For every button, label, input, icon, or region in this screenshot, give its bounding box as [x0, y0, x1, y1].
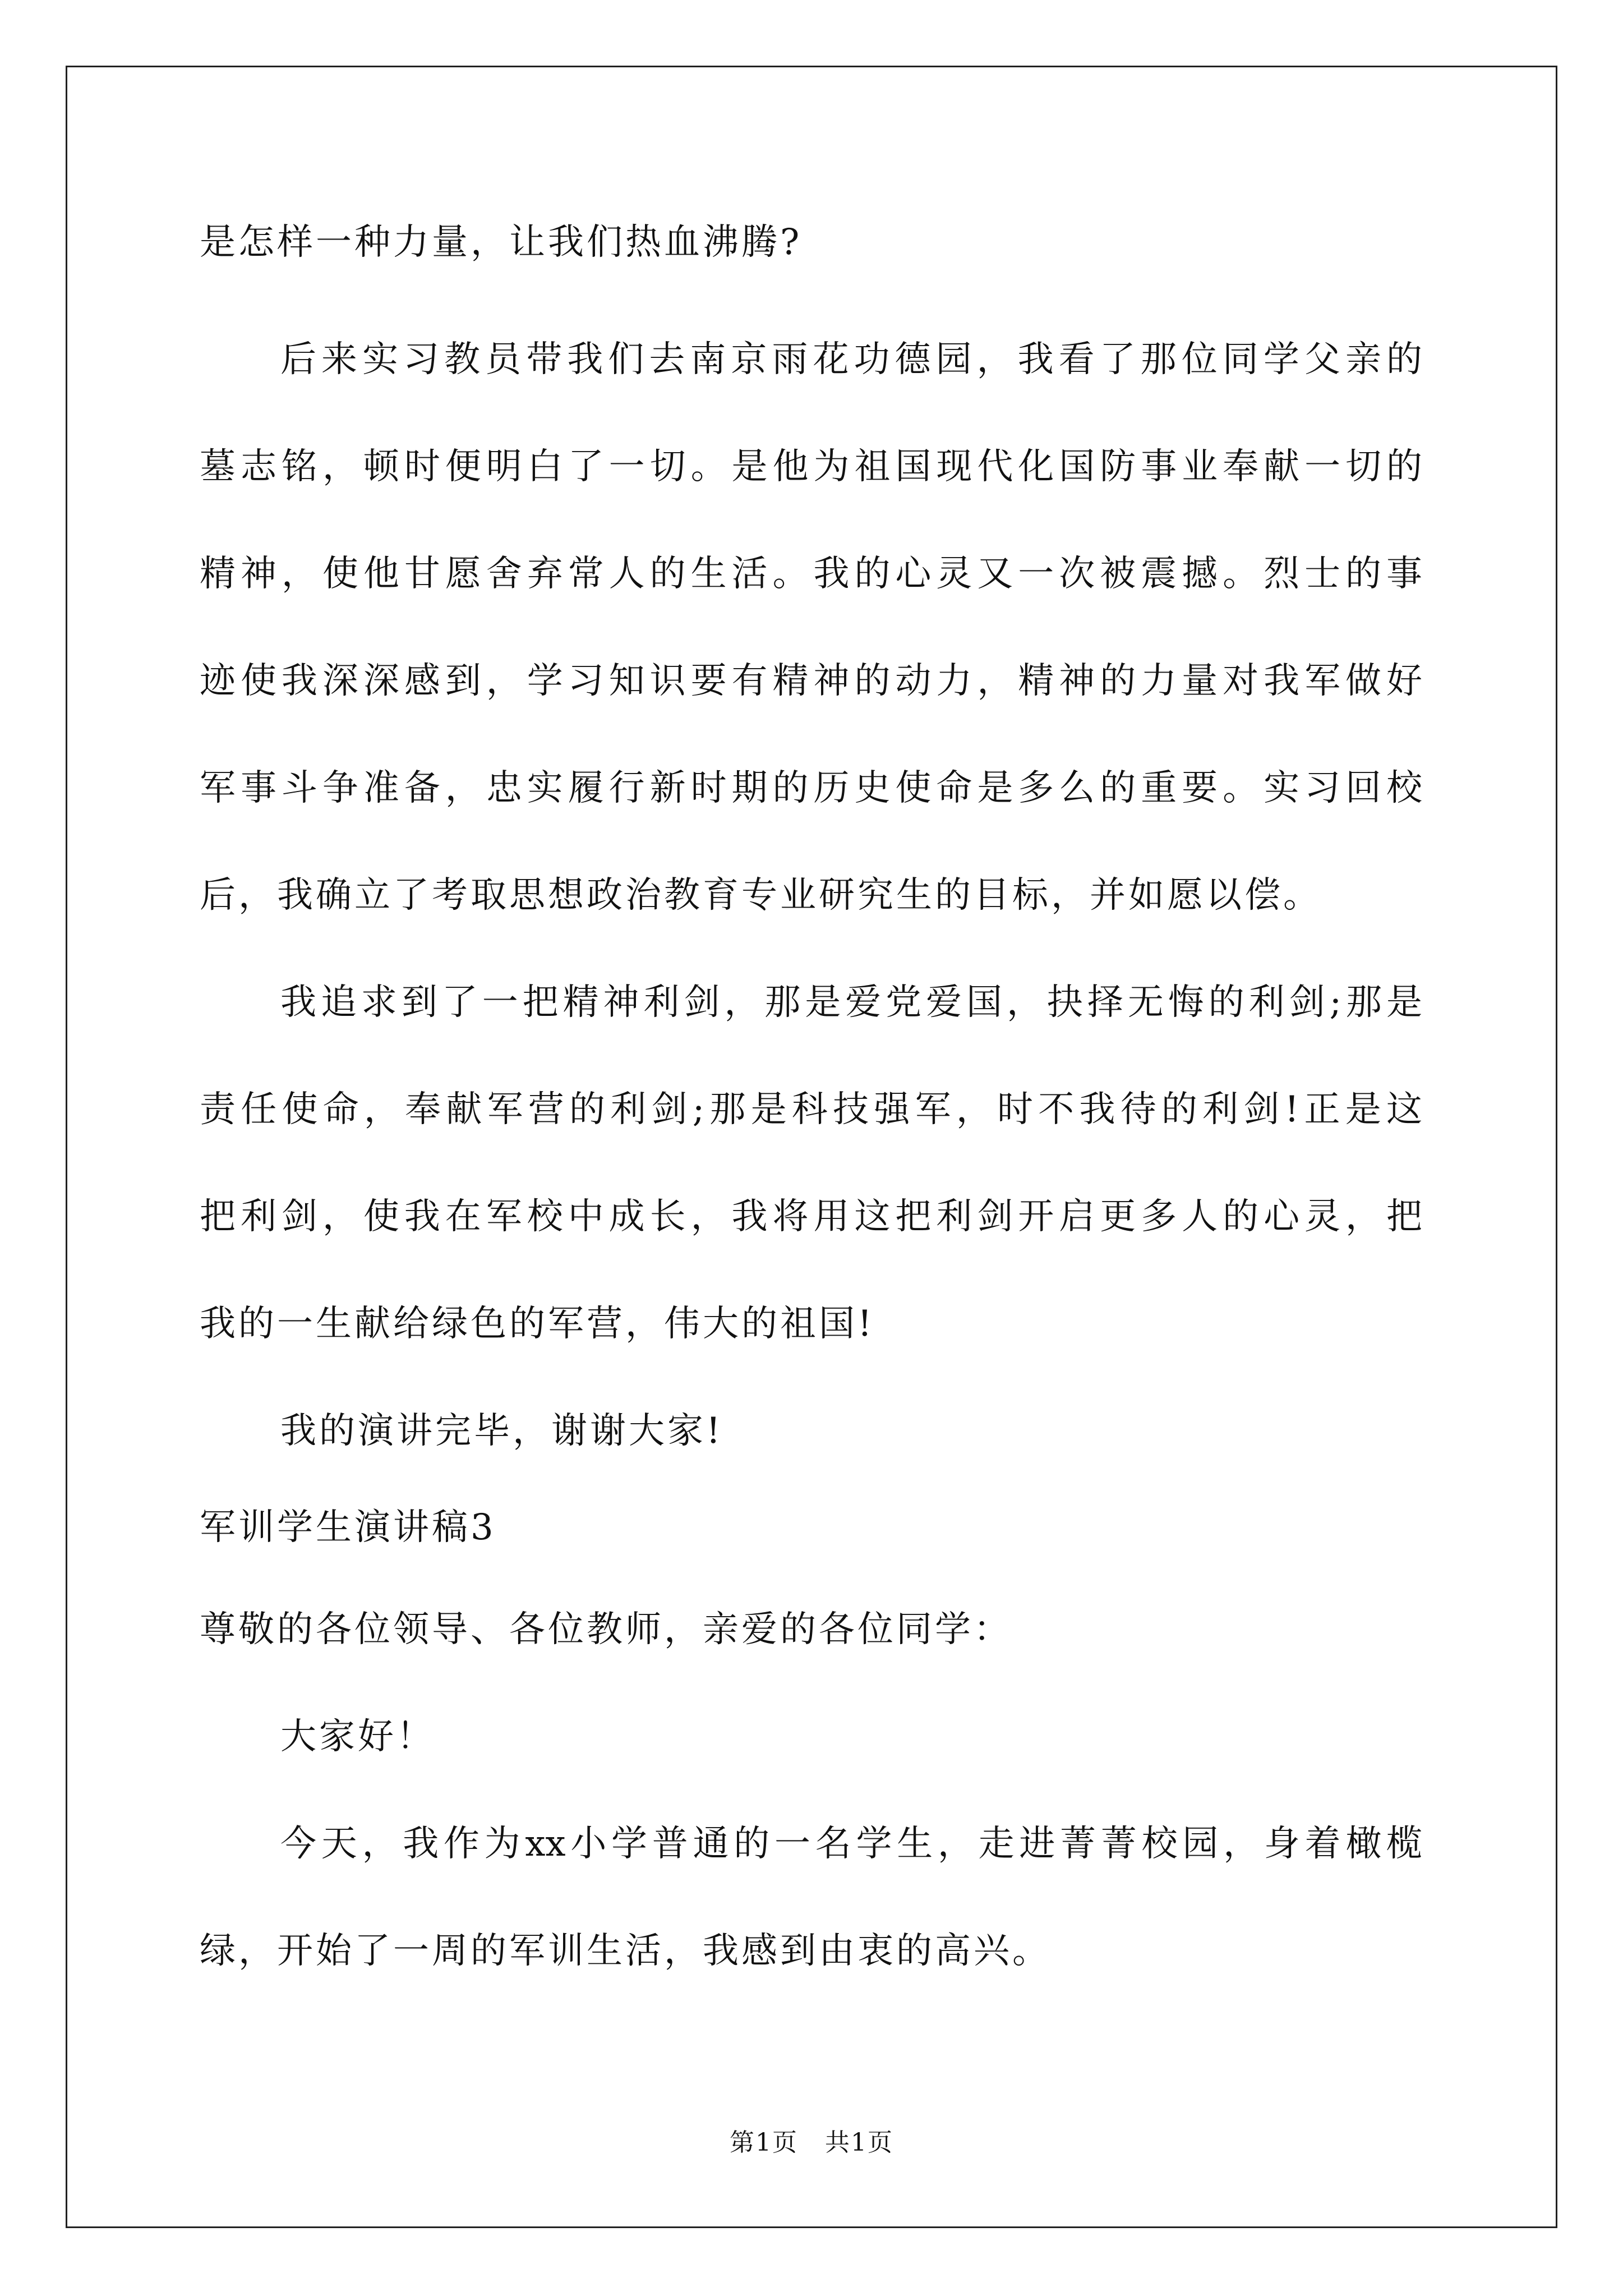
body-line-11: 我的一生献给绿色的军营，伟大的祖国!: [200, 1303, 875, 1345]
section-title: 军训学生演讲稿3: [200, 1507, 496, 1548]
body-line-9: 责任使命，奉献军营的利剑;那是科技强军，时不我待的利剑!正是这: [200, 1089, 1422, 1130]
body-line-1: 是怎样一种力量，让我们热血沸腾?: [200, 222, 803, 263]
body-line-3: 墓志铭，顿时便明白了一切。是他为祖国现代化国防事业奉献一切的: [200, 446, 1422, 487]
page-border: [66, 66, 1557, 2228]
salutation: 尊敬的各位领导、各位教师，亲爱的各位同学：: [200, 1609, 1012, 1650]
body-line-16: 今天，我作为xx小学普通的一名学生，走进菁菁校园，身着橄榄: [280, 1823, 1422, 1865]
body-line-10: 把利剑，使我在军校中成长，我将用这把利剑开启更多人的心灵，把: [200, 1196, 1422, 1237]
body-line-17: 绿，开始了一周的军训生活，我感到由衷的高兴。: [200, 1930, 1051, 1972]
body-line-5: 迹使我深深感到，学习知识要有精神的动力，精神的力量对我军做好: [200, 660, 1422, 702]
greeting: 大家好！: [280, 1716, 435, 1757]
body-line-2: 后来实习教员带我们去南京雨花功德园，我看了那位同学父亲的: [280, 339, 1422, 380]
body-line-8: 我追求到了一把精神利剑，那是爱党爱国，抉择无悔的利剑;那是: [280, 982, 1422, 1023]
page-number-footer: 第1页 共1页: [730, 2128, 893, 2157]
body-line-6: 军事斗争准备，忠实履行新时期的历史使命是多么的重要。实习回校: [200, 767, 1422, 809]
closing-line: 我的演讲完毕，谢谢大家!: [280, 1410, 723, 1452]
body-line-4: 精神，使他甘愿舍弃常人的生活。我的心灵又一次被震撼。烈士的事: [200, 553, 1422, 595]
body-line-7: 后，我确立了考取思想政治教育专业研究生的目标，并如愿以偿。: [200, 875, 1322, 916]
